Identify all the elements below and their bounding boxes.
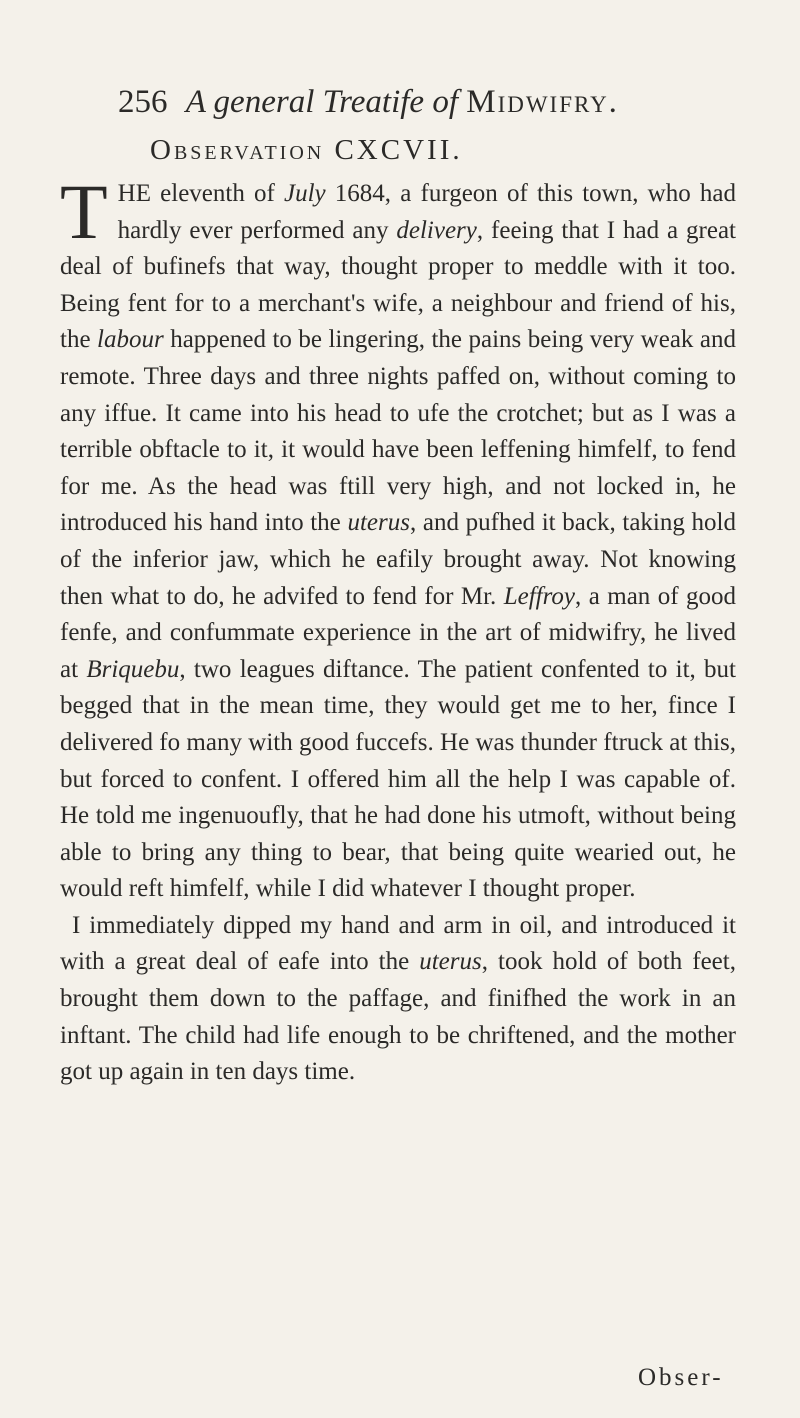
running-header <box>118 82 718 122</box>
running-title-caps: Midwifry. <box>466 84 619 120</box>
drop-cap: T <box>60 168 108 255</box>
italic-run: labour <box>97 326 164 354</box>
italic-run: delivery <box>396 216 477 244</box>
text-run: HE eleventh of <box>117 180 284 207</box>
text-run: , feeing that I had a great deal of bufinefs that way, thought proper to meddle with it too. Being fent for to a merchant's wife, a neighbour and friend of his, the <box>60 216 736 354</box>
italic-run: Leffroy <box>503 582 576 610</box>
text-run: , and pufhed it back, taking hold of the inferior jaw, which he eafily brought away. Not knowing then what to do, he advifed to fend for Mr. <box>60 509 736 610</box>
text-run: , a man of good fenfe, and confummate experience in the art of midwifry, he lived at <box>60 582 736 683</box>
page-number: 256 <box>118 84 168 120</box>
catchword: Obser- <box>638 1364 724 1391</box>
text-run: I immediately dipped my hand and arm in oil, and introduced it with a great deal of eafe into the <box>60 911 736 976</box>
text-run: , took hold of both feet, brought them down to the paffage, and finifhed the work in an inftant. The child had life enough to be chriftened, and the mother got up again in ten days time. <box>60 948 736 1086</box>
italic-run: July <box>284 180 326 207</box>
text-run: , two leagues diftance. The patient confented to it, but begged that in the mean time, they would get me to her, fince I delivered fo many with good fuccefs. He was thunder ftruck at this, but forced to confent. I offered him all the help I was capable of. He told me ingenuoufly, that he had done his utmoft, without being able to bring any thing to bear, that being quite wearied out, he would reft himfelf, while I did whatever I thought proper. <box>60 655 736 903</box>
running-title-italic: A general Treatife of <box>185 84 458 120</box>
paragraph-1 <box>60 168 736 908</box>
italic-run: Briquebu <box>86 655 180 683</box>
observation-heading: Observation CXCVII. <box>150 134 463 166</box>
text-run: 1684, a furgeon of this town, who had hardly ever performed any <box>117 180 736 244</box>
italic-run: uterus <box>347 509 410 537</box>
italic-run: uterus <box>419 948 482 976</box>
text-run: happened to be lingering, the pains being very weak and remote. Three days and three nights paffed on, without coming to any iffue. It came into his head to ufe the crotchet; but as I was a terrible obftacle to it, it would have been leffening himfelf, to fend for me. As the head was ftill very high, and not locked in, he introduced his hand into the <box>60 326 736 537</box>
body-text <box>60 168 736 1091</box>
paragraph-2 <box>60 908 736 1091</box>
